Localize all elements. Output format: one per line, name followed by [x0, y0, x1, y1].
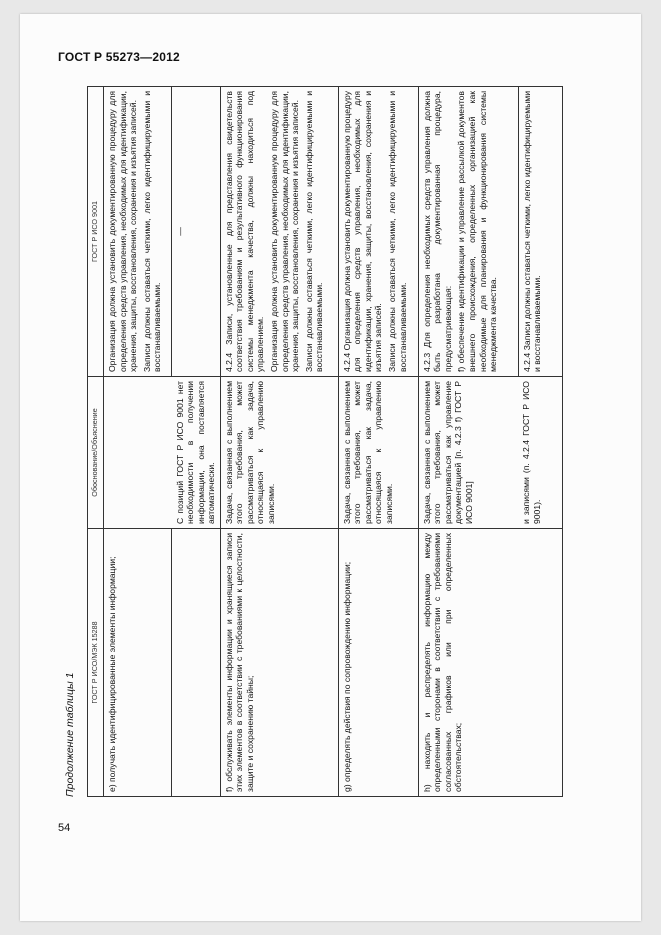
cell-rationale: и записями (п. 4.2.4 ГОСТ Р ИСО 9001). — [518, 377, 562, 529]
cell-rationale: С позиций ГОСТ Р ИСО 9001 нет необходимости в получении информации, она поставляется автоматически. — [172, 377, 221, 529]
cell-iso15288: f) обслуживать элементы информации и хранящиеся записи этих элементов в соответствии с требованиями к целостности, защите и сохранению тайны; — [220, 529, 338, 797]
table-row — [338, 87, 418, 797]
table-row — [104, 87, 172, 797]
cell-iso15288 — [172, 529, 221, 797]
cell-iso15288 — [518, 529, 562, 797]
cell-iso9001: — — [172, 87, 221, 377]
column-header-iso9001: ГОСТ Р ИСО 9001 — [88, 87, 104, 377]
table-row — [172, 87, 221, 797]
cell-rationale — [104, 377, 172, 529]
document-header: ГОСТ Р 55273—2012 — [58, 50, 180, 64]
cell-rationale: Задача, связанная с выполнением этого требования, может рассматриваться как задача, относящаяся к управлению записями. — [338, 377, 418, 529]
table-header-row — [88, 87, 104, 797]
cell-iso9001: 4.2.3 Для определения необходимых средств управления должна быть разработана документированная процедура, предусматривающая: f) обеспечение идентификации и управление рассылкой документов внешнего происхождения, определенных организацией как необходимые для планирования и функционирования системы менеджмента качества. — [418, 87, 518, 377]
table-row — [418, 87, 518, 797]
column-header-iso15288: ГОСТ Р ИСО/МЭК 15288 — [88, 529, 104, 797]
cell-iso15288: h) находить и распределять информацию между определенными сторонами в соответствии с требованиями согласованных графиков или при определенных обстоятельствах; — [418, 529, 518, 797]
table-caption: Продолжение таблицы 1 — [64, 672, 76, 797]
cell-iso15288: e) получать идентифицированные элементы информации; — [104, 529, 172, 797]
cell-rationale: Задача, связанная с выполнением этого требования, может рассматриваться как задача, относящаяся к управлению записями. — [220, 377, 338, 529]
table-row — [220, 87, 338, 797]
cell-iso15288: g) определять действия по сопровождению информации; — [338, 529, 418, 797]
comparison-table — [87, 86, 563, 797]
cell-iso9001: 4.2.4 Записи должны оставаться четкими, легко идентифицируемыми и восстанавливаемыми. — [518, 87, 562, 377]
column-header-rationale: Обоснование/Объяснение — [88, 377, 104, 529]
page-number: 54 — [58, 822, 71, 834]
rotated-content — [60, 87, 600, 797]
cell-iso9001: 4.2.4 Записи, установленные для представления свидетельств соответствия требованиям и результативного функционирования системы менеджмента качества, должны находиться под управлением. Организация должна установить документированную процедуру для определения средств управления, необходимых для идентификации, хранения, защиты, восстановления, сохранения и изъятия записей. Записи должны оставаться четкими, легко идентифицируемыми и восстанавливаемыми. — [220, 87, 338, 377]
rotated-table-area — [60, 87, 600, 797]
cell-rationale: Задача, связанная с выполнением этого требования, может рассматриваться как управление документацией [п. 4.2.3 f) ГОСТ Р ИСО 9001] — [418, 377, 518, 529]
cell-iso9001: Организация должна установить документированную процедуру для определения средств управления, необходимых для идентификации, хранения, защиты, восстановления, сохранения и изъятия записей. Записи должны оставаться четкими, легко идентифицируемыми и восстанавливаемыми. — [104, 87, 172, 377]
cell-iso9001: 4.2.4 Организация должна установить документированную процедуру для определения средств управления, необходимых для идентификации, хранения, защиты, восстановления, сохранения и изъятия записей. Записи должны оставаться четкими, легко идентифицируемыми и восстанавливаемыми. — [338, 87, 418, 377]
table-row — [518, 87, 562, 797]
